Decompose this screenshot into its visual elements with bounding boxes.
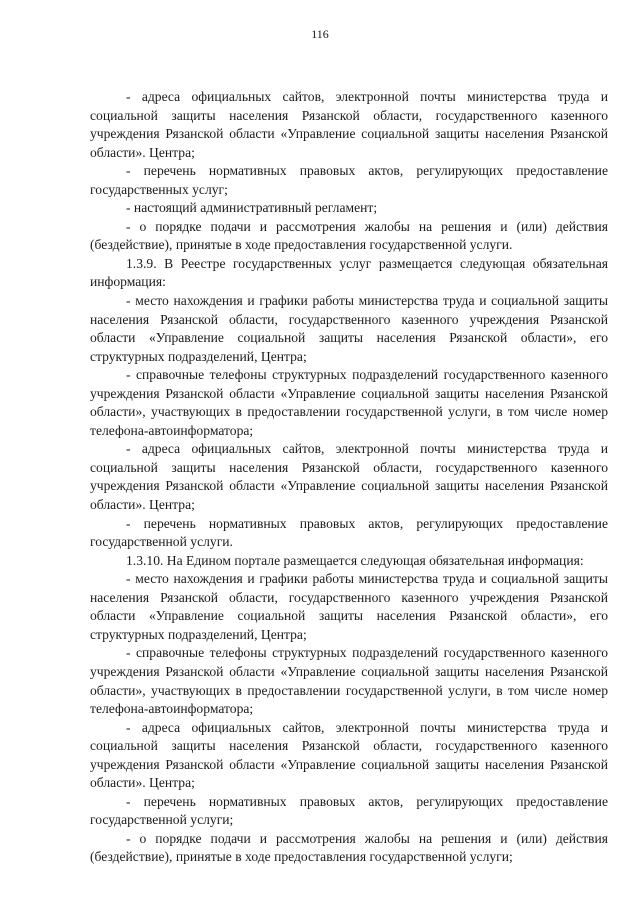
paragraph: - место нахождения и графики работы министерства труда и социальной защиты населения Рязанской области, государственного казенного учреждения Рязанской области «Управление социальной защиты населения Рязанской области», его структурных подразделений, Центра; [90, 293, 608, 364]
body-text [90, 88, 608, 867]
paragraph: - справочные телефоны структурных подразделений государственного казенного учреждения Рязанской области «Управление социальной защиты населения Рязанской области», участвующих в предоставлении государственной услуги, в том числе номер телефона-автоинформатора; [90, 367, 608, 438]
paragraph: - настоящий административный регламент; [126, 200, 378, 216]
paragraph: - перечень нормативных правовых актов, регулирующих предоставление государственных услуг; [90, 163, 608, 197]
paragraph: - перечень нормативных правовых актов, регулирующих предоставление государственной услуги; [90, 793, 608, 828]
paragraph: - о порядке подачи и рассмотрения жалобы на решения и (или) действия (бездействие), принятые в ходе предоставления государственной услуги. [90, 218, 608, 253]
section-paragraph: 1.3.9. В Реестре государственных услуг размещается следующая обязательная информация: [90, 255, 608, 290]
paragraph: - адреса официальных сайтов, электронной почты министерства труда и социальной защиты населения Рязанской области, государственного казенного учреждения Рязанской области «Управление социальной защиты населения Рязанской области». Центра; [90, 441, 608, 513]
paragraph: - справочные телефоны структурных подразделений государственного казенного учреждения Рязанской области «Управление социальной защиты населения Рязанской области», участвующих в предоставлении государственной услуги, в том числе номер телефона-автоинформатора; [90, 645, 608, 717]
page-number: 116 [311, 27, 329, 41]
paragraph: - о порядке подачи и рассмотрения жалобы на решения и (или) действия (бездействие), принятые в ходе предоставления государственной услуги; [90, 830, 608, 865]
paragraph: - место нахождения и графики работы министерства труда и социальной защиты населения Рязанской области, государственного казенного учреждения Рязанской области «Управление социальной защиты населения Рязанской области», его структурных подразделений, Центра; [90, 571, 608, 642]
paragraph: - адреса официальных сайтов, электронной почты министерства труда и социальной защиты населения Рязанской области, государственного казенного учреждения Рязанской области «Управление социальной защиты населения Рязанской области». Центра; [90, 719, 608, 791]
paragraph: - адреса официальных сайтов, электронной почты министерства труда и социальной защиты населения Рязанской области, государственного казенного учреждения Рязанской области «Управление социальной защиты населения Рязанской области». Центра; [90, 89, 608, 160]
paragraph: - перечень нормативных правовых актов, регулирующих предоставление государственной услуги. [90, 515, 608, 550]
section-paragraph: 1.3.10. На Едином портале размещается следующая обязательная информация: [126, 552, 584, 568]
